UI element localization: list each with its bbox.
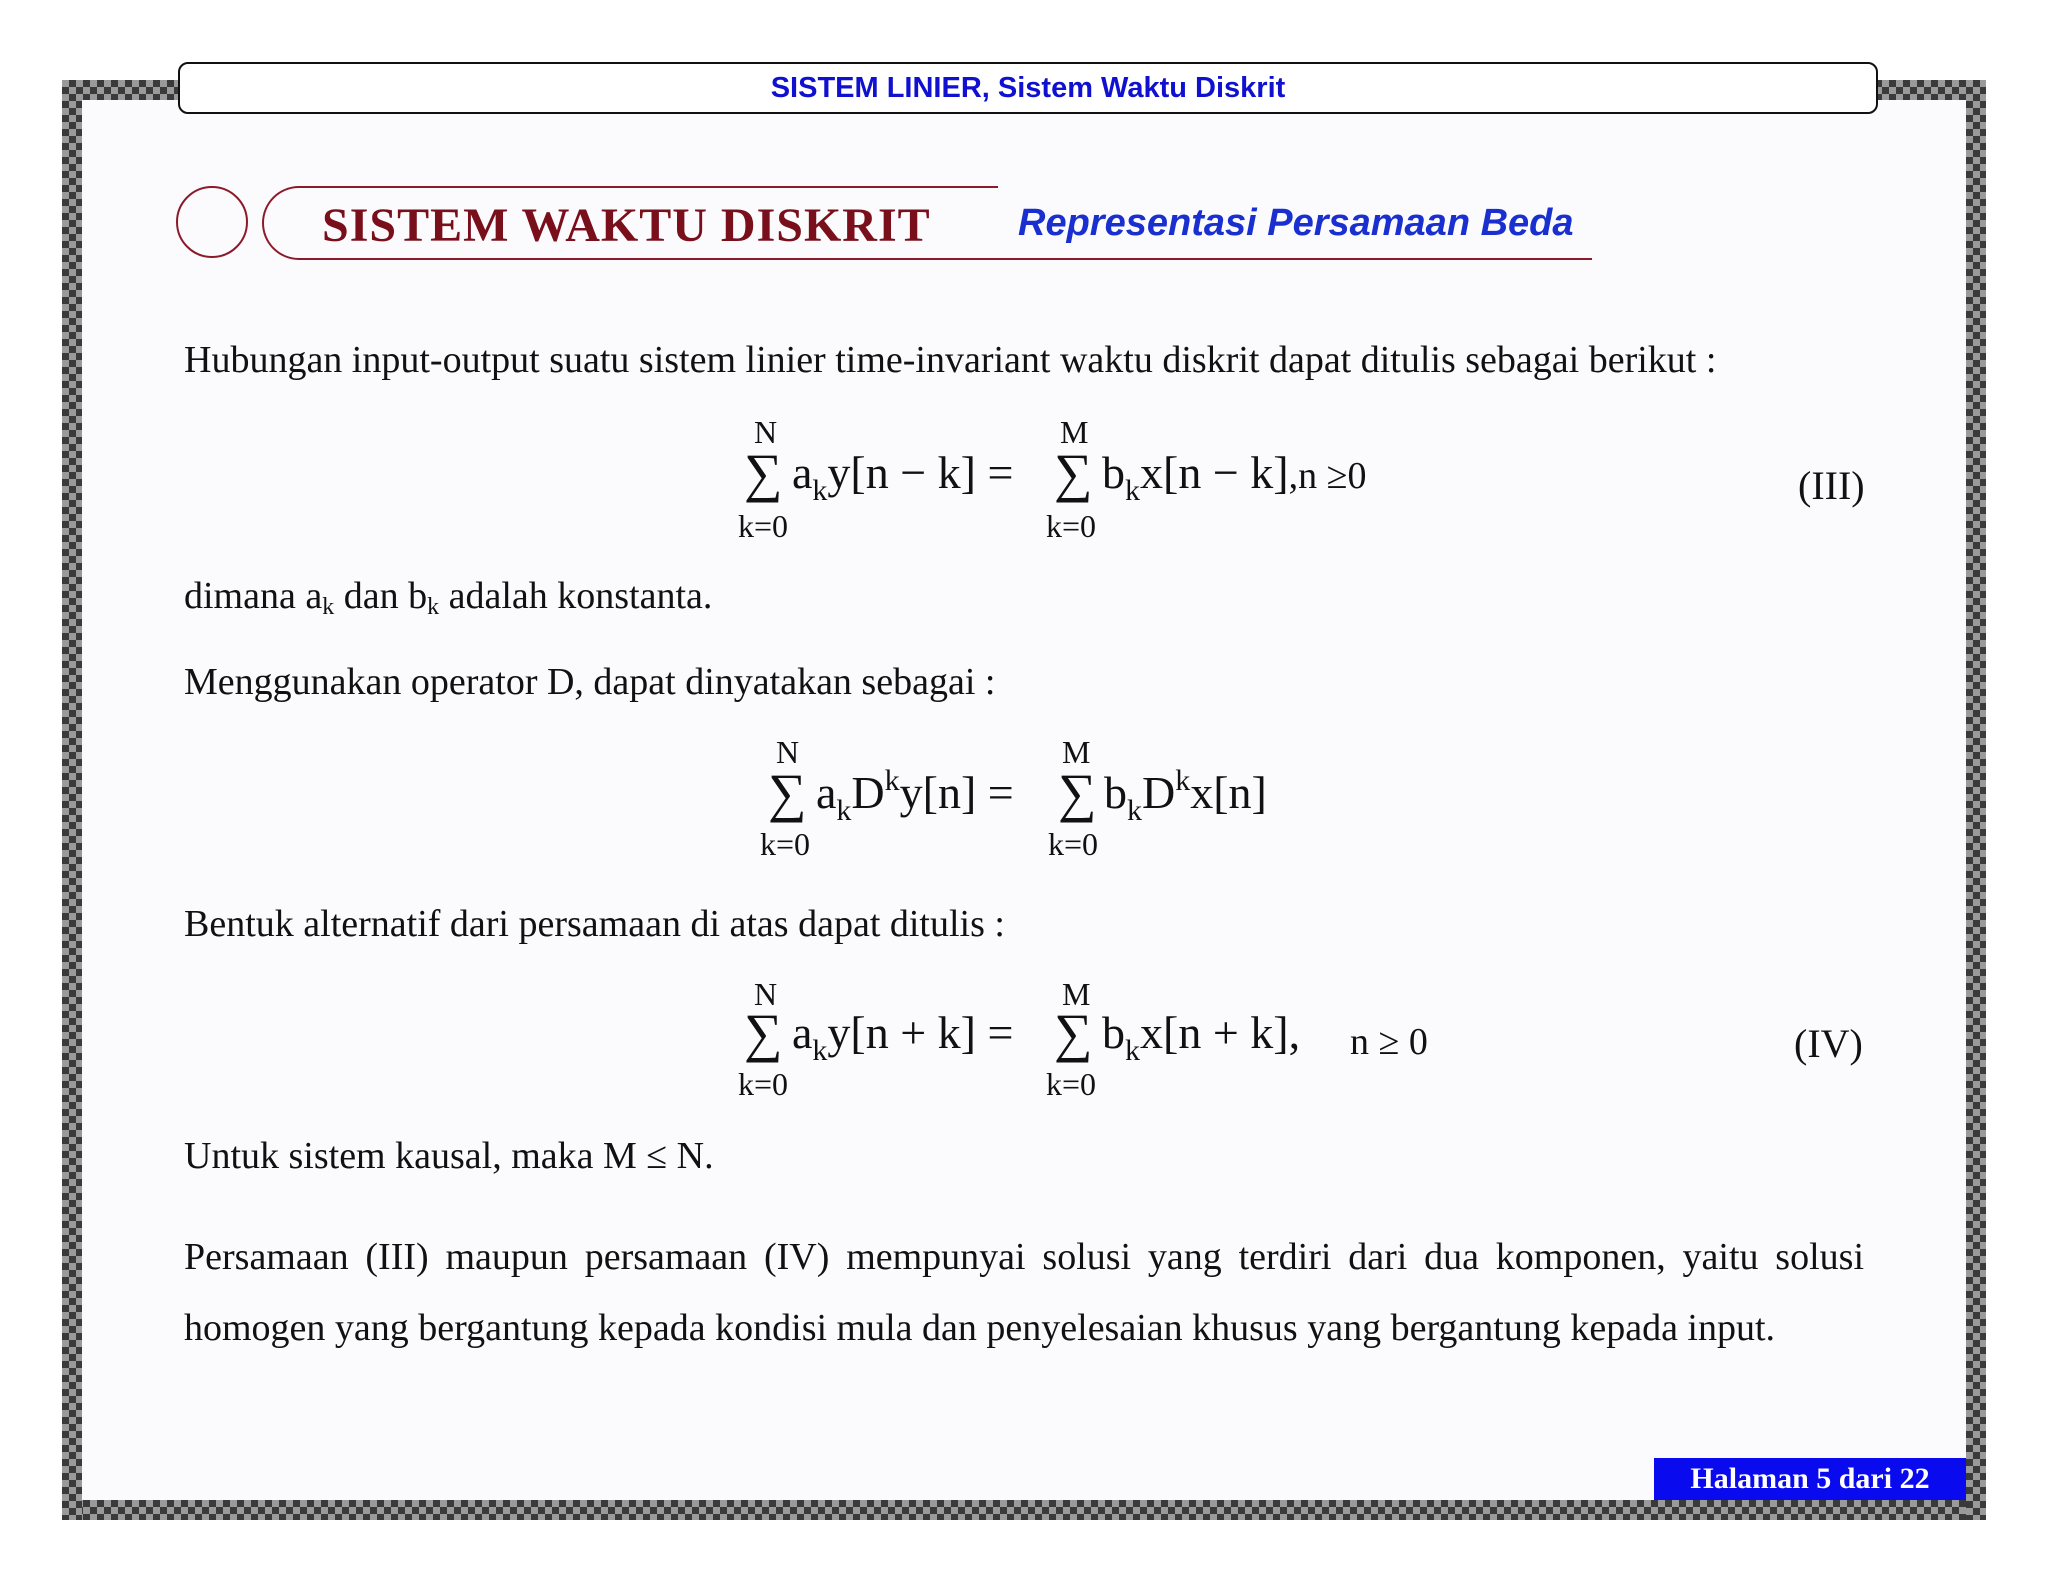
- sum-upper-limit: N: [754, 414, 778, 450]
- sum-lower-limit: k=0: [1046, 1066, 1097, 1102]
- page-subtitle: Representasi Persamaan Beda: [1018, 202, 1574, 244]
- header-text: SISTEM LINIER, Sistem Waktu Diskrit: [770, 71, 1286, 104]
- sum-lower-limit: k=0: [1048, 826, 1099, 862]
- sum-upper-limit: N: [776, 734, 800, 770]
- causal-paragraph: Untuk sistem kausal, maka M ≤ N.: [184, 1135, 714, 1177]
- sigma-symbol: ∑: [744, 443, 783, 503]
- sum-lower-limit: k=0: [738, 508, 789, 544]
- frame-border-right: [1966, 80, 1986, 1520]
- page-number-badge: Halaman 5 dari 22: [1654, 1458, 1966, 1500]
- sigma-symbol: ∑: [768, 763, 807, 823]
- sum-upper-limit: M: [1062, 734, 1091, 770]
- solution-paragraph: Persamaan (III) maupun persamaan (IV) mempunyai solusi yang terdiri dari dua komponen, yaitu solusi homogen yang bergantung kepada kondisi mula dan penyelesaian khusus yang bergantung kepada input.: [184, 1236, 1864, 1349]
- sum-lower-limit: k=0: [738, 1066, 789, 1102]
- frame-border-bottom: [62, 1500, 1986, 1520]
- constants-paragraph: dimana $a_k$ dan $b_k$ adalah konstanta.: [184, 575, 713, 620]
- alternative-paragraph: Bentuk alternatif dari persamaan di atas dapat ditulis :: [184, 903, 1005, 945]
- title-circle-ornament: [176, 186, 248, 258]
- sigma-symbol: ∑: [1058, 763, 1097, 823]
- sum-upper-limit: M: [1062, 976, 1091, 1012]
- equation-number: (IV): [1794, 1021, 1863, 1066]
- sum-upper-limit: M: [1060, 414, 1089, 450]
- sigma-symbol: ∑: [1054, 1003, 1093, 1063]
- equation-rhs: $b_kx[n - k],n \ge 0$: [1102, 447, 1367, 507]
- operator-paragraph: Menggunakan operator D, dapat dinyatakan sebagai :: [184, 661, 996, 703]
- equation-lhs: $a_ky[n + k]$ =: [792, 1007, 1014, 1067]
- intro-paragraph: Hubungan input-output suatu sistem linier time-invariant waktu diskrit dapat ditulis sebagai berikut :: [184, 339, 1717, 381]
- sigma-symbol: ∑: [1054, 443, 1093, 503]
- equation-condition: n ≥ 0: [1350, 1021, 1428, 1063]
- title-rule-bottom: [300, 258, 1592, 260]
- frame-border-left: [62, 80, 82, 1520]
- equation-number: (III): [1798, 463, 1865, 508]
- sum-lower-limit: k=0: [1046, 508, 1097, 544]
- sum-upper-limit: N: [754, 976, 778, 1012]
- sum-lower-limit: k=0: [760, 826, 811, 862]
- equation-lhs: $a_ky[n - k]$ =: [792, 447, 1014, 507]
- equation-lhs: $a_kD^ky[n]$ =: [816, 764, 1014, 827]
- title-rule-top: [300, 186, 998, 188]
- sigma-symbol: ∑: [744, 1003, 783, 1063]
- page-title: SISTEM WAKTU DISKRIT: [322, 199, 931, 252]
- equation-rhs: $b_kx[n + k]$,: [1102, 1007, 1301, 1067]
- equation-rhs: $b_kD^kx[n]$: [1104, 764, 1267, 827]
- running-header: [178, 62, 1878, 114]
